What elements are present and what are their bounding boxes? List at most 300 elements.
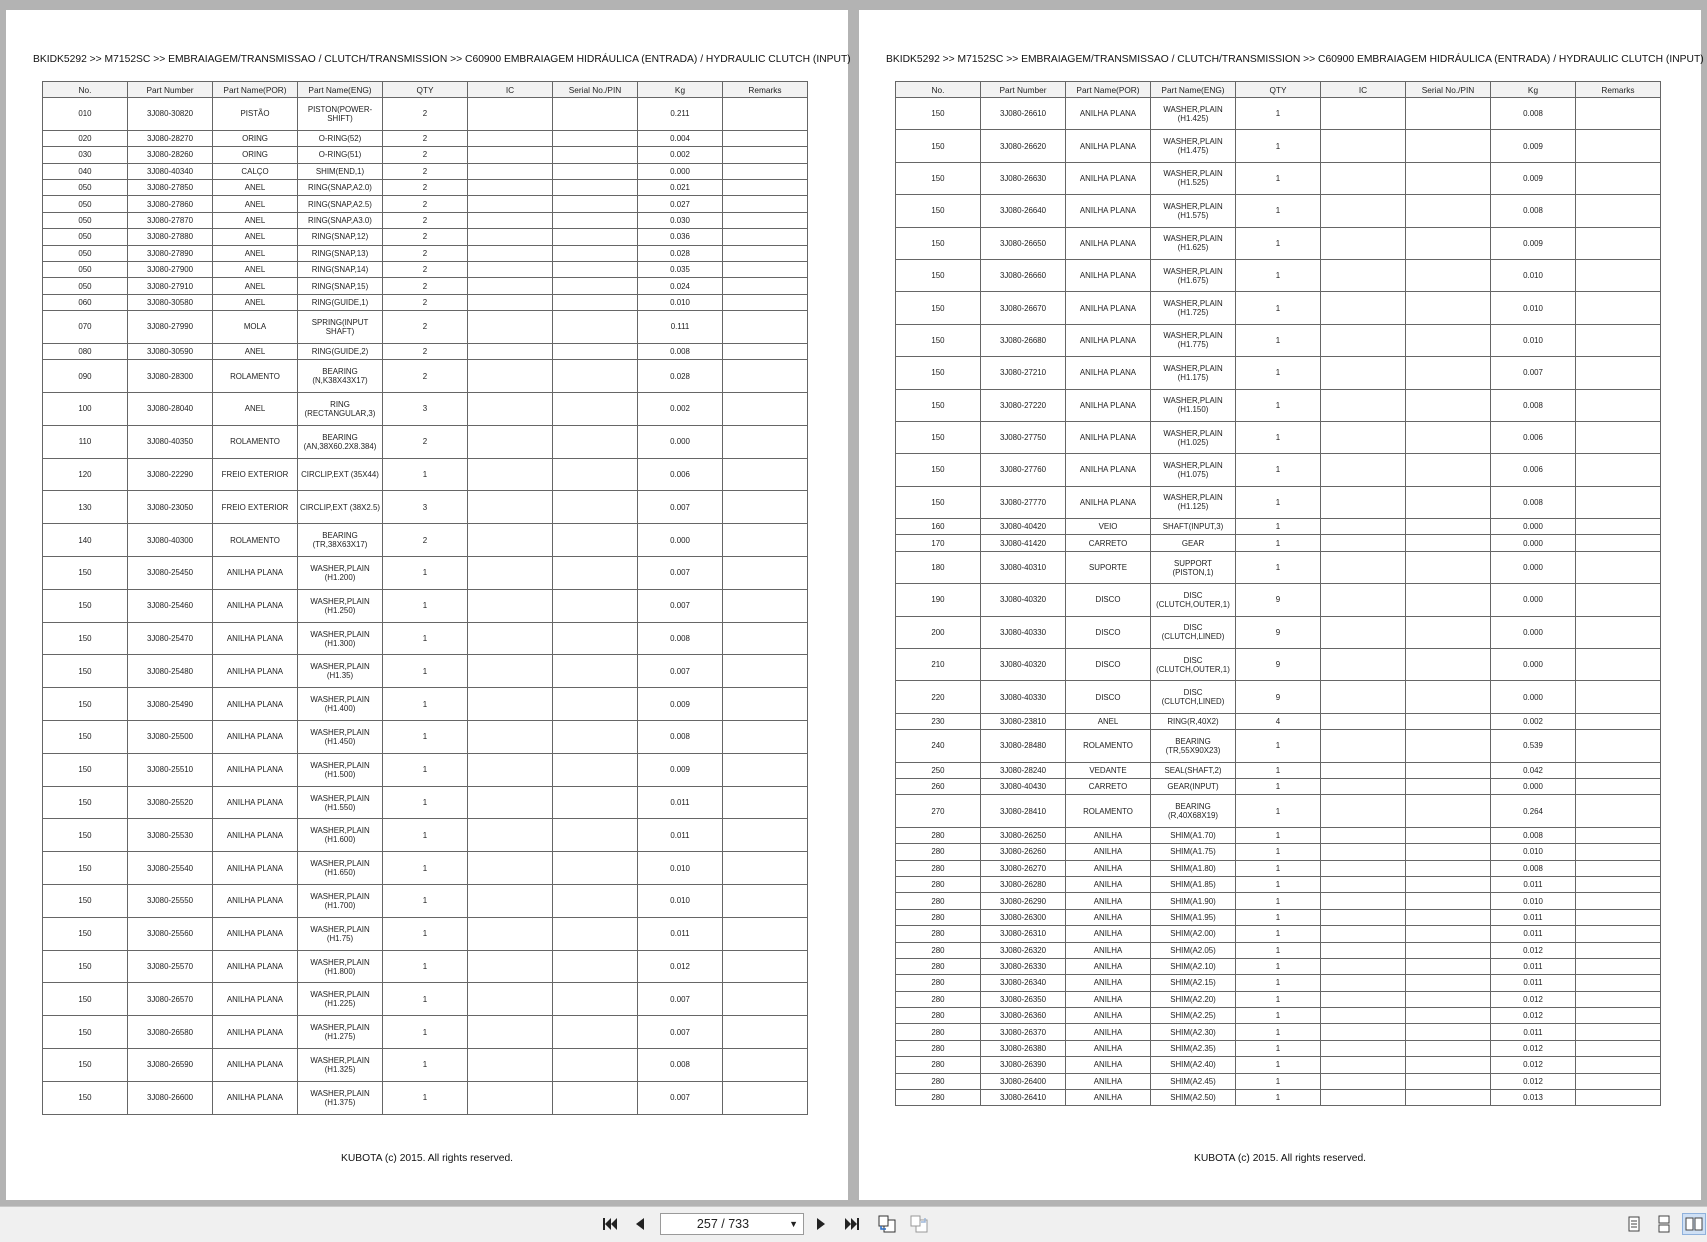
col-kg-cell: 0.000 bbox=[1491, 584, 1576, 616]
col-qty-cell: 1 bbox=[383, 557, 468, 590]
parts-table bbox=[42, 81, 808, 1115]
col-qty-cell: 2 bbox=[383, 212, 468, 228]
col-ic-cell bbox=[468, 622, 553, 655]
breadcrumb: BKIDK5292 >> M7152SC >> EMBRAIAGEM/TRANSMISSAO / CLUTCH/TRANSMISSION >> C60900 EMBRAIAGEM HIDRÁULICA (ENTRADA) / HYDRAULIC CLUTCH (INPUT) bbox=[886, 54, 1704, 65]
col-part-number-cell: 3J080-26300 bbox=[981, 909, 1066, 925]
table-row bbox=[896, 195, 1661, 227]
col-part-name-por-cell: ANILHA PLANA bbox=[1066, 486, 1151, 518]
col-qty-cell: 1 bbox=[1236, 292, 1321, 324]
rotate-clockwise-button[interactable] bbox=[875, 1213, 899, 1235]
col-kg-cell: 0.036 bbox=[638, 229, 723, 245]
table-row bbox=[896, 98, 1661, 130]
col-part-name-eng-cell: WASHER,PLAIN (H1.525) bbox=[1151, 162, 1236, 194]
col-qty-cell: 9 bbox=[1236, 681, 1321, 713]
next-page-button[interactable] bbox=[809, 1213, 833, 1235]
col-remarks-cell bbox=[1576, 1057, 1661, 1073]
col-part-number-cell: 3J080-25540 bbox=[128, 852, 213, 885]
col-part-name-eng-cell: SHIM(A2.10) bbox=[1151, 958, 1236, 974]
table-row bbox=[896, 259, 1661, 291]
continuous-view-button[interactable] bbox=[1652, 1213, 1676, 1235]
rotate-counterclockwise-button[interactable] bbox=[907, 1213, 931, 1235]
col-remarks-cell bbox=[1576, 860, 1661, 876]
col-remarks-cell bbox=[723, 98, 808, 131]
col-ic-cell bbox=[1321, 1090, 1406, 1106]
col-part-number-cell: 3J080-26600 bbox=[128, 1081, 213, 1114]
col-part-name-por-cell: ANILHA bbox=[1066, 958, 1151, 974]
col-remarks-cell bbox=[723, 917, 808, 950]
col-no-cell: 050 bbox=[43, 278, 128, 294]
col-remarks-cell bbox=[1576, 324, 1661, 356]
col-no-cell: 150 bbox=[896, 98, 981, 130]
col-ic-cell bbox=[468, 852, 553, 885]
col-part-name-por-cell: ANILHA PLANA bbox=[213, 983, 298, 1016]
col-qty-cell: 1 bbox=[1236, 762, 1321, 778]
col-kg-cell: 0.002 bbox=[638, 393, 723, 426]
col-no-cell: 280 bbox=[896, 1073, 981, 1089]
col-part-number-cell: 3J080-40320 bbox=[981, 649, 1066, 681]
col-remarks-cell bbox=[723, 524, 808, 557]
col-serial-cell bbox=[553, 212, 638, 228]
col-remarks-cell bbox=[723, 491, 808, 524]
col-no-cell: 150 bbox=[896, 259, 981, 291]
col-part-name-eng-cell: WASHER,PLAIN (H1.575) bbox=[1151, 195, 1236, 227]
col-part-number-cell: 3J080-26350 bbox=[981, 991, 1066, 1007]
col-remarks-cell bbox=[723, 655, 808, 688]
col-remarks-cell bbox=[1576, 357, 1661, 389]
col-part-name-por-cell: ANEL bbox=[213, 229, 298, 245]
col-part-name-por-cell: ANILHA PLANA bbox=[213, 950, 298, 983]
col-kg-cell: 0.000 bbox=[638, 524, 723, 557]
table-row bbox=[43, 852, 808, 885]
col-ic-cell bbox=[468, 343, 553, 359]
col-serial-cell bbox=[553, 130, 638, 146]
col-remarks-cell bbox=[1576, 98, 1661, 130]
col-part-number-cell: 3J080-26590 bbox=[128, 1049, 213, 1082]
table-row bbox=[896, 649, 1661, 681]
col-part-name-eng-cell: WASHER,PLAIN (H1.35) bbox=[298, 655, 383, 688]
col-qty-cell: 2 bbox=[383, 130, 468, 146]
col-no-cell: 250 bbox=[896, 762, 981, 778]
col-ic-cell bbox=[1321, 421, 1406, 453]
col-serial-cell bbox=[1406, 535, 1491, 551]
col-qty-cell: 1 bbox=[1236, 421, 1321, 453]
col-part-number-cell: 3J080-25470 bbox=[128, 622, 213, 655]
col-ic-cell bbox=[1321, 958, 1406, 974]
col-remarks-cell bbox=[1576, 827, 1661, 843]
col-kg-cell: 0.011 bbox=[1491, 975, 1576, 991]
col-serial-cell bbox=[1406, 713, 1491, 729]
col-part-name-eng-cell: PISTON(POWER-SHIFT) bbox=[298, 98, 383, 131]
col-kg-cell: 0.009 bbox=[638, 753, 723, 786]
col-serial-cell bbox=[553, 393, 638, 426]
col-part-name-por-cell: ANILHA PLANA bbox=[213, 1016, 298, 1049]
col-qty-cell: 1 bbox=[1236, 519, 1321, 535]
col-part-number-cell: 3J080-25480 bbox=[128, 655, 213, 688]
col-part-name-por-cell: ANILHA bbox=[1066, 942, 1151, 958]
col-ic-cell bbox=[468, 229, 553, 245]
col-ic-cell bbox=[1321, 616, 1406, 648]
col-kg-cell: 0.012 bbox=[1491, 1040, 1576, 1056]
col-kg-cell: 0.028 bbox=[638, 360, 723, 393]
col-kg-cell: 0.007 bbox=[638, 557, 723, 590]
col-part-name-eng-cell: GEAR(INPUT) bbox=[1151, 778, 1236, 794]
col-no-cell: 150 bbox=[43, 655, 128, 688]
col-remarks-cell bbox=[723, 1049, 808, 1082]
col-serial-cell bbox=[553, 1081, 638, 1114]
col-serial-cell bbox=[553, 245, 638, 261]
col-part-name-eng-cell: SHIM(END,1) bbox=[298, 163, 383, 179]
table-row bbox=[43, 983, 808, 1016]
col-kg-cell: 0.008 bbox=[638, 1049, 723, 1082]
col-no-cell: 150 bbox=[43, 983, 128, 1016]
col-part-name-por-cell: ROLAMENTO bbox=[213, 524, 298, 557]
col-serial-cell bbox=[553, 343, 638, 359]
col-part-name-eng-cell: O-RING(51) bbox=[298, 147, 383, 163]
col-remarks-cell bbox=[723, 196, 808, 212]
col-ic-cell bbox=[1321, 535, 1406, 551]
col-part-name-por-cell: ANILHA PLANA bbox=[213, 1049, 298, 1082]
col-part-name-por-cell: ANILHA PLANA bbox=[213, 688, 298, 721]
col-part-name-eng-cell: WASHER,PLAIN (H1.300) bbox=[298, 622, 383, 655]
col-qty-cell: 2 bbox=[383, 196, 468, 212]
col-remarks-cell bbox=[1576, 616, 1661, 648]
col-kg-cell: 0.011 bbox=[1491, 909, 1576, 925]
col-kg-cell: 0.008 bbox=[638, 343, 723, 359]
next-arrow-icon bbox=[813, 1216, 829, 1232]
col-ic-cell bbox=[468, 278, 553, 294]
col-kg-cell: 0.006 bbox=[638, 458, 723, 491]
col-part-name-por-cell: ANILHA bbox=[1066, 1008, 1151, 1024]
col-part-name-por-cell: ANILHA PLANA bbox=[213, 786, 298, 819]
col-kg-cell: 0.011 bbox=[638, 819, 723, 852]
col-part-name-eng-cell: RING(SNAP,A3.0) bbox=[298, 212, 383, 228]
col-no-cell: 150 bbox=[896, 421, 981, 453]
table-row bbox=[896, 844, 1661, 860]
col-part-number-cell: 3J080-26620 bbox=[981, 130, 1066, 162]
col-part-name-por-cell: DISCO bbox=[1066, 649, 1151, 681]
col-kg-cell: 0.007 bbox=[638, 589, 723, 622]
col-no-cell: 050 bbox=[43, 229, 128, 245]
col-qty-cell: 1 bbox=[1236, 942, 1321, 958]
col-part-name-eng-cell: RING(SNAP,14) bbox=[298, 261, 383, 277]
previous-page-button[interactable] bbox=[628, 1213, 652, 1235]
col-part-name-por-cell: ANILHA PLANA bbox=[1066, 421, 1151, 453]
col-no-cell: 130 bbox=[43, 491, 128, 524]
col-qty-cell: 1 bbox=[1236, 860, 1321, 876]
col-qty-header: QTY bbox=[383, 82, 468, 98]
col-no-cell: 150 bbox=[43, 557, 128, 590]
col-ic-cell bbox=[1321, 762, 1406, 778]
col-kg-cell: 0.008 bbox=[1491, 98, 1576, 130]
col-no-cell: 070 bbox=[43, 311, 128, 344]
table-row bbox=[896, 551, 1661, 583]
col-ic-cell bbox=[468, 524, 553, 557]
table-header-row bbox=[43, 82, 808, 98]
col-ic-cell bbox=[1321, 795, 1406, 827]
col-part-name-por-cell: ANILHA bbox=[1066, 909, 1151, 925]
col-no-cell: 150 bbox=[896, 130, 981, 162]
col-qty-cell: 2 bbox=[383, 524, 468, 557]
table-row bbox=[43, 294, 808, 310]
col-ic-cell bbox=[1321, 991, 1406, 1007]
col-ic-cell bbox=[468, 261, 553, 277]
table-row bbox=[896, 975, 1661, 991]
col-ic-cell bbox=[468, 917, 553, 950]
col-part-name-por-cell: ANILHA bbox=[1066, 860, 1151, 876]
col-ic-cell bbox=[1321, 1040, 1406, 1056]
col-serial-cell bbox=[553, 753, 638, 786]
pdf-viewer-toolbar bbox=[0, 1206, 1707, 1242]
col-no-cell: 200 bbox=[896, 616, 981, 648]
col-part-number-cell: 3J080-26630 bbox=[981, 162, 1066, 194]
col-qty-cell: 1 bbox=[1236, 1090, 1321, 1106]
col-ic-cell bbox=[468, 557, 553, 590]
col-part-name-por-cell: ANEL bbox=[213, 179, 298, 195]
col-ic-cell bbox=[1321, 1008, 1406, 1024]
col-kg-cell: 0.012 bbox=[1491, 1057, 1576, 1073]
col-part-name-eng-cell: WASHER,PLAIN (H1.500) bbox=[298, 753, 383, 786]
col-part-name-eng-cell: WASHER,PLAIN (H1.125) bbox=[1151, 486, 1236, 518]
col-no-cell: 150 bbox=[43, 1049, 128, 1082]
col-part-name-eng-cell: DISC (CLUTCH,LINED) bbox=[1151, 681, 1236, 713]
col-part-number-cell: 3J080-25460 bbox=[128, 589, 213, 622]
col-part-number-cell: 3J080-26400 bbox=[981, 1073, 1066, 1089]
col-no-cell: 050 bbox=[43, 196, 128, 212]
col-part-number-cell: 3J080-26310 bbox=[981, 926, 1066, 942]
col-serial-cell bbox=[1406, 454, 1491, 486]
col-part-name-por-cell: ANILHA bbox=[1066, 975, 1151, 991]
col-serial-cell bbox=[1406, 958, 1491, 974]
col-serial-cell bbox=[553, 360, 638, 393]
col-no-cell: 120 bbox=[43, 458, 128, 491]
col-no-cell: 020 bbox=[43, 130, 128, 146]
col-remarks-cell bbox=[1576, 227, 1661, 259]
col-serial-cell bbox=[553, 147, 638, 163]
col-remarks-cell bbox=[723, 311, 808, 344]
col-part-number-cell: 3J080-28300 bbox=[128, 360, 213, 393]
col-remarks-cell bbox=[723, 425, 808, 458]
col-ic-cell bbox=[468, 196, 553, 212]
col-kg-cell: 0.008 bbox=[638, 721, 723, 754]
col-qty-cell: 1 bbox=[1236, 195, 1321, 227]
table-row bbox=[43, 721, 808, 754]
col-ic-cell bbox=[1321, 730, 1406, 762]
col-serial-cell bbox=[1406, 860, 1491, 876]
col-part-name-eng-cell: BEARING (TR,38X63X17) bbox=[298, 524, 383, 557]
col-part-number-cell: 3J080-30580 bbox=[128, 294, 213, 310]
col-serial-cell bbox=[553, 786, 638, 819]
table-row bbox=[896, 535, 1661, 551]
table-row bbox=[896, 909, 1661, 925]
col-no-cell: 110 bbox=[43, 425, 128, 458]
col-remarks-cell bbox=[1576, 486, 1661, 518]
col-part-name-eng-cell: RING(SNAP,A2.0) bbox=[298, 179, 383, 195]
col-serial-cell bbox=[1406, 1008, 1491, 1024]
col-kg-cell: 0.000 bbox=[1491, 535, 1576, 551]
col-kg-cell: 0.111 bbox=[638, 311, 723, 344]
col-ic-cell bbox=[468, 1016, 553, 1049]
col-ic-cell bbox=[1321, 926, 1406, 942]
col-no-cell: 050 bbox=[43, 245, 128, 261]
col-no-cell: 280 bbox=[896, 860, 981, 876]
first-page-button[interactable] bbox=[598, 1213, 622, 1235]
col-part-name-eng-cell: RING(SNAP,13) bbox=[298, 245, 383, 261]
col-no-cell: 150 bbox=[896, 162, 981, 194]
col-remarks-cell bbox=[1576, 942, 1661, 958]
col-part-name-eng-cell: BEARING (TR,55X90X23) bbox=[1151, 730, 1236, 762]
col-serial-cell bbox=[1406, 324, 1491, 356]
col-serial-cell bbox=[1406, 292, 1491, 324]
col-part-name-eng-cell: WASHER,PLAIN (H1.725) bbox=[1151, 292, 1236, 324]
col-serial-cell bbox=[553, 852, 638, 885]
col-part-name-eng-cell: WASHER,PLAIN (H1.700) bbox=[298, 885, 383, 918]
col-qty-cell: 1 bbox=[1236, 1008, 1321, 1024]
last-page-button[interactable] bbox=[840, 1213, 864, 1235]
table-row bbox=[43, 163, 808, 179]
col-part-number-cell: 3J080-26660 bbox=[981, 259, 1066, 291]
single-page-view-button[interactable] bbox=[1622, 1213, 1646, 1235]
col-part-name-por-cell: ANILHA PLANA bbox=[1066, 227, 1151, 259]
table-row bbox=[896, 795, 1661, 827]
col-kg-header: Kg bbox=[638, 82, 723, 98]
col-serial-cell bbox=[553, 885, 638, 918]
col-part-name-por-cell: ANILHA PLANA bbox=[213, 819, 298, 852]
col-no-cell: 150 bbox=[43, 622, 128, 655]
col-no-cell: 280 bbox=[896, 1024, 981, 1040]
table-row bbox=[896, 227, 1661, 259]
col-qty-cell: 9 bbox=[1236, 616, 1321, 648]
col-remarks-cell bbox=[723, 458, 808, 491]
table-row bbox=[896, 1040, 1661, 1056]
col-part-name-eng-cell: RING(GUIDE,1) bbox=[298, 294, 383, 310]
col-part-name-eng-cell: WASHER,PLAIN (H1.150) bbox=[1151, 389, 1236, 421]
col-kg-cell: 0.030 bbox=[638, 212, 723, 228]
col-part-name-eng-cell: SPRING(INPUT SHAFT) bbox=[298, 311, 383, 344]
col-qty-cell: 1 bbox=[383, 655, 468, 688]
col-part-number-cell: 3J080-27900 bbox=[128, 261, 213, 277]
col-qty-cell: 2 bbox=[383, 343, 468, 359]
col-qty-cell: 1 bbox=[1236, 259, 1321, 291]
col-kg-cell: 0.000 bbox=[1491, 551, 1576, 583]
col-qty-cell: 2 bbox=[383, 360, 468, 393]
col-remarks-cell bbox=[723, 360, 808, 393]
col-qty-cell: 2 bbox=[383, 294, 468, 310]
col-remarks-cell bbox=[723, 983, 808, 1016]
col-qty-cell: 1 bbox=[383, 786, 468, 819]
table-row bbox=[896, 454, 1661, 486]
col-part-name-por-cell: ANEL bbox=[213, 245, 298, 261]
col-part-name-por-cell: ANILHA PLANA bbox=[1066, 195, 1151, 227]
col-kg-cell: 0.011 bbox=[638, 917, 723, 950]
col-remarks-cell bbox=[1576, 876, 1661, 892]
page-number-select[interactable] bbox=[660, 1213, 804, 1235]
two-page-view-button[interactable] bbox=[1682, 1213, 1706, 1235]
col-serial-cell bbox=[553, 524, 638, 557]
col-part-name-eng-cell: WASHER,PLAIN (H1.550) bbox=[298, 786, 383, 819]
col-serial-cell bbox=[553, 294, 638, 310]
col-part-name-eng-cell: WASHER,PLAIN (H1.175) bbox=[1151, 357, 1236, 389]
col-no-cell: 280 bbox=[896, 1090, 981, 1106]
col-part-name-eng-cell: DISC (CLUTCH,LINED) bbox=[1151, 616, 1236, 648]
col-remarks-cell bbox=[1576, 1073, 1661, 1089]
col-serial-cell bbox=[1406, 762, 1491, 778]
rotate-pages-icon bbox=[877, 1214, 897, 1234]
col-part-name-por-cell: ANEL bbox=[213, 212, 298, 228]
col-remarks-cell bbox=[723, 179, 808, 195]
col-part-name-eng-cell: RING(R,40X2) bbox=[1151, 713, 1236, 729]
table-row bbox=[896, 1090, 1661, 1106]
col-kg-cell: 0.007 bbox=[638, 983, 723, 1016]
col-qty-cell: 1 bbox=[1236, 909, 1321, 925]
col-qty-cell: 2 bbox=[383, 278, 468, 294]
col-part-name-por-cell: ANILHA PLANA bbox=[213, 852, 298, 885]
col-remarks-cell bbox=[723, 261, 808, 277]
col-remarks-cell bbox=[1576, 795, 1661, 827]
col-no-cell: 030 bbox=[43, 147, 128, 163]
col-kg-cell: 0.010 bbox=[638, 852, 723, 885]
col-part-name-por-cell: ANILHA PLANA bbox=[213, 589, 298, 622]
col-qty-cell: 1 bbox=[1236, 844, 1321, 860]
col-part-number-cell: 3J080-26610 bbox=[981, 98, 1066, 130]
col-kg-cell: 0.012 bbox=[1491, 991, 1576, 1007]
document-page-left bbox=[6, 10, 851, 1200]
rotate-pages-icon bbox=[909, 1214, 929, 1234]
col-remarks-cell bbox=[723, 753, 808, 786]
col-qty-cell: 1 bbox=[1236, 1057, 1321, 1073]
col-part-number-cell: 3J080-26270 bbox=[981, 860, 1066, 876]
col-part-number-cell: 3J080-26680 bbox=[981, 324, 1066, 356]
col-serial-cell bbox=[553, 425, 638, 458]
col-kg-cell: 0.008 bbox=[1491, 389, 1576, 421]
col-qty-cell: 9 bbox=[1236, 584, 1321, 616]
col-qty-cell: 1 bbox=[1236, 827, 1321, 843]
previous-arrow-icon bbox=[632, 1216, 648, 1232]
table-row bbox=[43, 130, 808, 146]
col-kg-cell: 0.011 bbox=[1491, 958, 1576, 974]
col-part-name-por-cell: ANEL bbox=[213, 393, 298, 426]
col-kg-cell: 0.010 bbox=[1491, 259, 1576, 291]
col-part-number-cell: 3J080-26570 bbox=[128, 983, 213, 1016]
table-row bbox=[43, 212, 808, 228]
col-remarks-cell bbox=[723, 885, 808, 918]
col-part-name-eng-cell: SEAL(SHAFT,2) bbox=[1151, 762, 1236, 778]
col-qty-cell: 1 bbox=[1236, 1073, 1321, 1089]
col-part-number-cell: 3J080-25500 bbox=[128, 721, 213, 754]
col-part-number-cell: 3J080-26250 bbox=[981, 827, 1066, 843]
col-ic-cell bbox=[1321, 649, 1406, 681]
table-row bbox=[43, 917, 808, 950]
col-part-name-por-cell: DISCO bbox=[1066, 584, 1151, 616]
col-part-number-cell: 3J080-26330 bbox=[981, 958, 1066, 974]
col-part-name-por-cell: ANILHA PLANA bbox=[1066, 357, 1151, 389]
col-serial-cell bbox=[553, 721, 638, 754]
col-remarks-cell bbox=[723, 721, 808, 754]
col-part-number-cell: 3J080-26370 bbox=[981, 1024, 1066, 1040]
table-row bbox=[43, 950, 808, 983]
col-remarks-cell bbox=[1576, 195, 1661, 227]
col-part-name-por-cell: ANILHA bbox=[1066, 827, 1151, 843]
col-part-name-eng-cell: SUPPORT (PISTON,1) bbox=[1151, 551, 1236, 583]
col-no-cell: 150 bbox=[43, 721, 128, 754]
col-part-number-cell: 3J080-26280 bbox=[981, 876, 1066, 892]
col-part-name-eng-header: Part Name(ENG) bbox=[1151, 82, 1236, 98]
col-part-name-eng-cell: SHAFT(INPUT,3) bbox=[1151, 519, 1236, 535]
col-ic-cell bbox=[1321, 130, 1406, 162]
col-qty-cell: 1 bbox=[383, 1049, 468, 1082]
col-ic-cell bbox=[468, 950, 553, 983]
col-part-number-cell: 3J080-25550 bbox=[128, 885, 213, 918]
col-ic-cell bbox=[1321, 324, 1406, 356]
